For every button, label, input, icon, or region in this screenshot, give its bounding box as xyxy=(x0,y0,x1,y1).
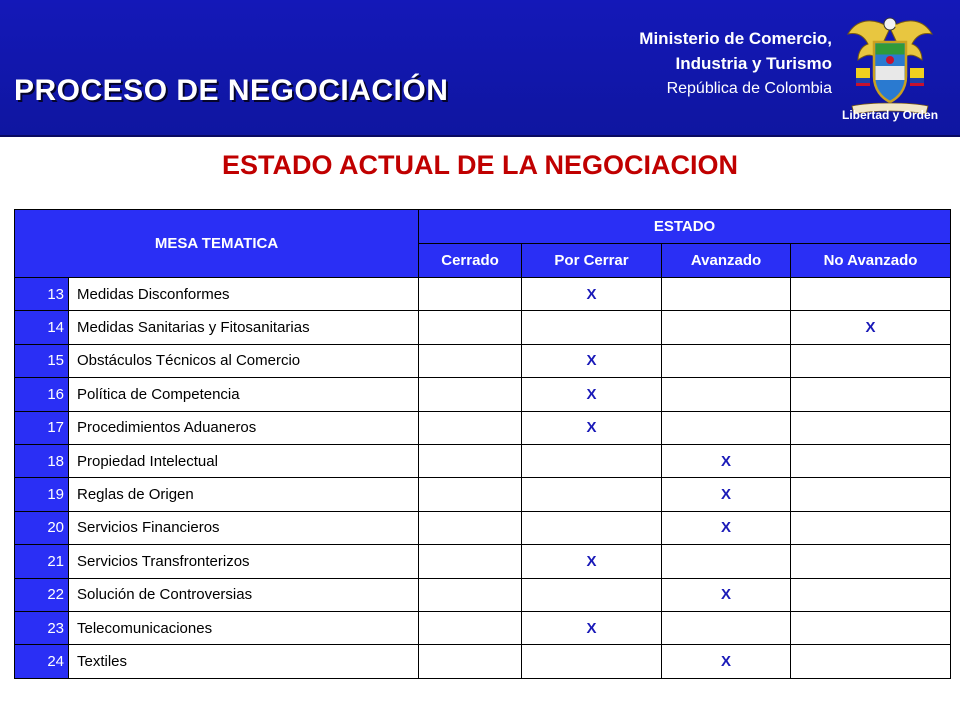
table-row xyxy=(15,444,951,477)
status-cell xyxy=(419,344,522,377)
status-cell xyxy=(419,278,522,311)
status-cell: X xyxy=(522,378,662,411)
mesa-name: Procedimientos Aduaneros xyxy=(69,411,419,444)
status-cell xyxy=(791,278,951,311)
status-cell xyxy=(419,378,522,411)
status-cell: X xyxy=(662,444,791,477)
row-number: 13 xyxy=(15,278,69,311)
status-cell: X xyxy=(662,511,791,544)
coat-motto: Libertad y Orden xyxy=(842,108,939,122)
mesa-name: Obstáculos Técnicos al Comercio xyxy=(69,344,419,377)
mesa-name: Telecomunicaciones xyxy=(69,611,419,644)
negotiation-status-table xyxy=(14,209,951,679)
row-number: 24 xyxy=(15,645,69,678)
row-number: 19 xyxy=(15,478,69,511)
header-banner xyxy=(0,0,960,137)
mesa-name: Política de Competencia xyxy=(69,378,419,411)
status-cell: X xyxy=(522,545,662,578)
column-header-no-avanzado: No Avanzado xyxy=(791,244,951,278)
status-cell xyxy=(419,611,522,644)
status-cell xyxy=(791,511,951,544)
row-number: 23 xyxy=(15,611,69,644)
row-number: 16 xyxy=(15,378,69,411)
column-header-por-cerrar: Por Cerrar xyxy=(522,244,662,278)
status-cell: X xyxy=(522,611,662,644)
table-row xyxy=(15,545,951,578)
status-cell: X xyxy=(522,411,662,444)
status-cell xyxy=(662,378,791,411)
status-cell xyxy=(791,578,951,611)
status-cell: X xyxy=(791,311,951,344)
status-cell xyxy=(791,545,951,578)
mesa-tematica-header: MESA TEMATICA xyxy=(15,210,419,278)
status-cell xyxy=(419,578,522,611)
table-row xyxy=(15,478,951,511)
table-row xyxy=(15,278,951,311)
status-cell xyxy=(662,545,791,578)
status-cell: X xyxy=(522,344,662,377)
status-cell xyxy=(791,411,951,444)
status-cell xyxy=(419,545,522,578)
table-row xyxy=(15,611,951,644)
column-header-cerrado: Cerrado xyxy=(419,244,522,278)
mesa-name: Medidas Disconformes xyxy=(69,278,419,311)
estado-header: ESTADO xyxy=(419,210,951,244)
row-number: 22 xyxy=(15,578,69,611)
status-cell xyxy=(522,444,662,477)
page-title: PROCESO DE NEGOCIACIÓN xyxy=(14,74,449,107)
status-cell xyxy=(419,311,522,344)
status-cell xyxy=(662,611,791,644)
ministry-line-1: Ministerio de Comercio, xyxy=(639,29,832,48)
status-cell xyxy=(791,344,951,377)
status-cell: X xyxy=(662,645,791,678)
mesa-name: Solución de Controversias xyxy=(69,578,419,611)
status-cell xyxy=(791,444,951,477)
row-number: 20 xyxy=(15,511,69,544)
status-cell xyxy=(522,511,662,544)
mesa-name: Reglas de Origen xyxy=(69,478,419,511)
mesa-name: Textiles xyxy=(69,645,419,678)
ministry-line-3: República de Colombia xyxy=(666,80,832,97)
column-header-avanzado: Avanzado xyxy=(662,244,791,278)
status-cell xyxy=(791,378,951,411)
status-cell xyxy=(791,478,951,511)
status-cell xyxy=(522,311,662,344)
table-row xyxy=(15,411,951,444)
row-number: 21 xyxy=(15,545,69,578)
status-cell xyxy=(419,411,522,444)
status-cell: X xyxy=(522,278,662,311)
section-heading: ESTADO ACTUAL DE LA NEGOCIACION xyxy=(221,150,738,180)
status-cell xyxy=(662,344,791,377)
status-cell xyxy=(522,645,662,678)
row-number: 14 xyxy=(15,311,69,344)
table-row xyxy=(15,511,951,544)
status-cell xyxy=(662,411,791,444)
mesa-name: Servicios Financieros xyxy=(69,511,419,544)
row-number: 15 xyxy=(15,344,69,377)
status-cell xyxy=(419,444,522,477)
status-cell xyxy=(419,511,522,544)
table-row xyxy=(15,578,951,611)
status-cell xyxy=(522,578,662,611)
table-row xyxy=(15,344,951,377)
status-cell xyxy=(662,311,791,344)
status-cell: X xyxy=(662,478,791,511)
mesa-name: Propiedad Intelectual xyxy=(69,444,419,477)
status-cell xyxy=(419,645,522,678)
status-cell xyxy=(662,278,791,311)
table-row xyxy=(15,378,951,411)
status-cell xyxy=(522,478,662,511)
table-row xyxy=(15,311,951,344)
status-cell: X xyxy=(662,578,791,611)
row-number: 17 xyxy=(15,411,69,444)
table-row xyxy=(15,645,951,678)
status-cell xyxy=(791,611,951,644)
mesa-name: Servicios Transfronterizos xyxy=(69,545,419,578)
mesa-name: Medidas Sanitarias y Fitosanitarias xyxy=(69,311,419,344)
status-cell xyxy=(791,645,951,678)
ministry-line-2: Industria y Turismo xyxy=(675,54,832,73)
status-cell xyxy=(419,478,522,511)
row-number: 18 xyxy=(15,444,69,477)
ministry-name xyxy=(639,26,832,101)
